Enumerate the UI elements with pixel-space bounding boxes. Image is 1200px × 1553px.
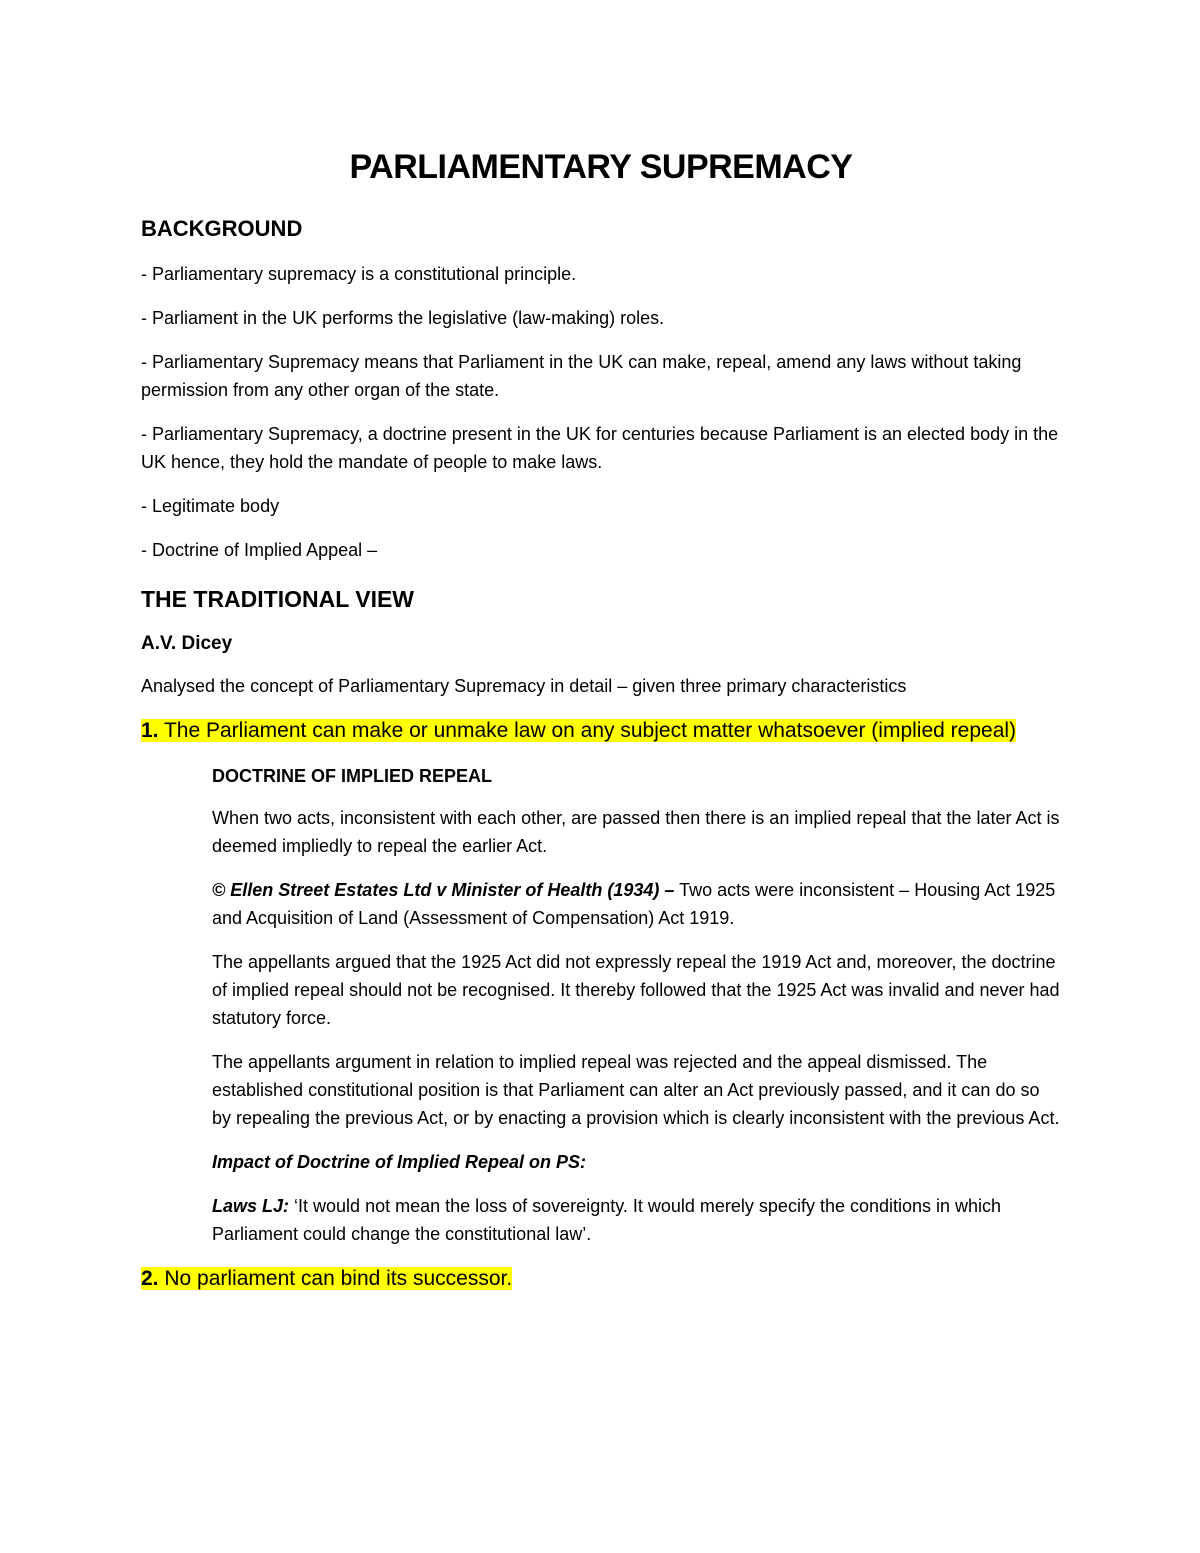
page-title: PARLIAMENTARY SUPREMACY [349,148,853,186]
case-ellen-street [212,876,1061,932]
implied-repeal-definition: When two acts, inconsistent with each other, are passed then there is an implied repeal that the later Act is deemed impliedly to repeal the earlier Act. [212,808,1060,856]
point-2-heading [141,1264,1061,1294]
laws-lj-name: Laws LJ: [212,1196,290,1216]
case-text: Two acts were inconsistent – Housing Act 1925 and Acquisition of Land (Assessment of Compensation) Act 1919. [212,880,1056,928]
argument-rejected: The appellants argument in relation to implied repeal was rejected and the appeal dismissed. The established constitutional position is that Parliament can alter an Act previously passed, and it can do so by repealing the previous Act, or by enacting a provision which is clearly inconsistent with the previous Act. [212,1052,1060,1128]
point-1-highlight [141,719,1016,742]
point-1-text: The Parliament can make or unmake law on any subject matter whatsoever (implied repeal) [158,719,1017,742]
background-heading: BACKGROUND [141,216,303,241]
background-item-1: - Parliamentary supremacy is a constitutional principle. [141,264,577,284]
point-1-number: 1. [141,719,159,742]
impact-heading: Impact of Doctrine of Implied Repeal on PS: [212,1152,587,1172]
traditional-intro: Analysed the concept of Parliamentary Supremacy in detail – given three primary characteristics [141,676,907,696]
background-item-6: - Doctrine of Implied Appeal – [141,540,378,560]
point-2-highlight [141,1267,512,1290]
traditional-view-heading: THE TRADITIONAL VIEW [141,586,415,612]
case-name: © Ellen Street Estates Ltd v Minister of Health (1934) – [212,880,675,900]
point-1-heading [141,716,1061,746]
background-item-4: - Parliamentary Supremacy, a doctrine present in the UK for centuries because Parliament is an elected body in the UK hence, they hold the mandate of people to make laws. [141,424,1059,472]
implied-repeal-heading: DOCTRINE OF IMPLIED REPEAL [212,766,493,786]
document-content [141,146,1061,1310]
author-name: A.V. Dicey [141,633,233,654]
background-item-5: - Legitimate body [141,496,280,516]
implied-repeal-section [212,762,1061,1248]
laws-lj-text: ‘It would not mean the loss of sovereignty. It would merely specify the conditions in which Parliament could change the constitutional law’. [212,1196,1002,1244]
background-item-2: - Parliament in the UK performs the legislative (law-making) roles. [141,308,665,328]
background-item-3: - Parliamentary Supremacy means that Parliament in the UK can make, repeal, amend any laws without taking permission from any other organ of the state. [141,352,1022,400]
laws-lj-quote [212,1192,1061,1248]
appellants-argued: The appellants argued that the 1925 Act did not expressly repeal the 1919 Act and, moreover, the doctrine of implied repeal should not be recognised. It thereby followed that the 1925 Act was invalid and never had statutory force. [212,952,1060,1028]
point-2-number: 2. [141,1267,159,1290]
point-2-text: No parliament can bind its successor. [158,1267,513,1290]
